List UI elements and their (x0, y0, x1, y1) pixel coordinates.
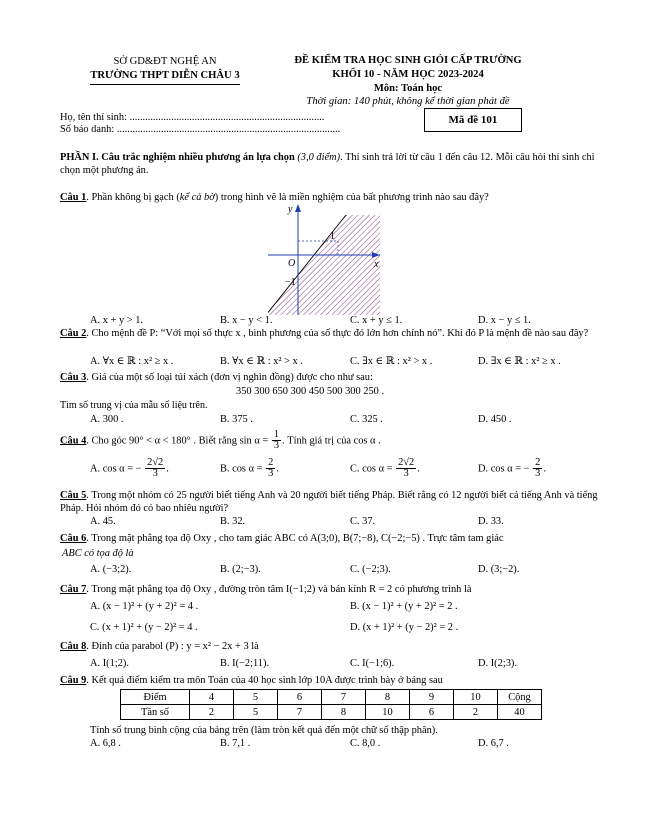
q4a-den: 3 (152, 468, 158, 480)
q9-option-d[interactable]: D. 6,7 . (478, 738, 509, 749)
table-cell: Điểm (121, 690, 190, 705)
q1-label: Câu 1 (60, 192, 87, 203)
q7-option-a[interactable]: A. (x − 1)² + (y + 2)² = 4 . (90, 601, 199, 612)
part1-instructions: . Thí sinh trả lời từ câu 1 đến câu 12. Mỗi câu hỏi thí sinh chỉ chọn một phương án. (60, 152, 595, 176)
table-cell: 9 (410, 690, 454, 705)
exam-code: Mã đề 101 (424, 108, 522, 132)
table-cell: 2 (454, 705, 498, 720)
q4a-frac (145, 458, 165, 480)
q6-text-2: ABC có tọa độ là (62, 548, 134, 559)
q4-fraction (272, 430, 281, 452)
q4a-pre: A. cos α = − (90, 463, 142, 475)
q9-label: Câu 9 (60, 675, 87, 686)
q1-text-2: ) trong hình vẽ là miền nghiệm của bất phương trình nào sau đây? (214, 192, 489, 203)
q4b-post: . (276, 463, 279, 475)
q4a-num: 2√2 (147, 457, 164, 468)
q3-option-d[interactable]: D. 450 . (478, 414, 512, 425)
q1-text: . Phần không bị gạch ( (86, 192, 180, 203)
q5-label: Câu 5 (60, 490, 87, 501)
dept-name: SỞ GD&ĐT NGHỆ AN (113, 56, 217, 67)
table-cell: 6 (410, 705, 454, 720)
q3-option-b[interactable]: B. 375 . (220, 414, 253, 425)
id-line: Số báo danh: ...................................................................................... (60, 124, 341, 135)
table-cell: Cộng (498, 690, 542, 705)
q5-option-b[interactable]: B. 32. (220, 516, 246, 527)
q4b-pre: B. cos α = (220, 463, 263, 475)
q5-option-c[interactable]: C. 37. (350, 516, 376, 527)
q8-text: . Đỉnh của parabol (P) : y = x² − 2x + 3 là (86, 641, 259, 652)
q8-option-a[interactable]: A. I(1;2). (90, 658, 129, 669)
q2-option-c[interactable]: C. ∃x ∈ ℝ : x² > x . (350, 356, 433, 367)
q5-text: . Trong một nhóm có 25 người biết tiếng Anh và 20 người biết tiếng Pháp. Biết rằng có 12 người biết cả tiếng Anh và tiếng Pháp. Hỏi nhóm đó có bao nhiêu người? (60, 490, 598, 514)
q7-option-c[interactable]: C. (x + 1)² + (y − 2)² = 4 . (90, 622, 198, 633)
q6-label: Câu 6 (60, 533, 87, 544)
question-2 (60, 327, 600, 340)
q6-option-c[interactable]: C. (−2;3). (350, 564, 391, 575)
exam-title: ĐỀ KIỂM TRA HỌC SINH GIỎI CẤP TRƯỜNG (294, 55, 522, 66)
table-cell: 6 (278, 690, 322, 705)
table-cell: 40 (498, 705, 542, 720)
q9-option-b[interactable]: B. 7,1 . (220, 738, 251, 749)
q4b-den: 3 (268, 468, 274, 480)
table-cell: 7 (322, 690, 366, 705)
table-cell: 4 (190, 690, 234, 705)
frequency-row (121, 705, 542, 720)
q7-option-d[interactable]: D. (x + 1)² + (y − 2)² = 2 . (350, 622, 459, 633)
q4d-frac (533, 458, 542, 480)
question-8 (60, 640, 259, 653)
q6-text: . Trong mặt phẳng tọa độ Oxy , cho tam giác ABC có A(3;0), B(7;−8), C(−2;−5) . Trực tâm tam giác (86, 533, 504, 544)
q4c-frac (396, 458, 416, 480)
origin-label: O (288, 258, 296, 269)
q1-text-italic: kể cả bờ (179, 192, 215, 203)
table-cell: 8 (322, 705, 366, 720)
grade-year: KHỐI 10 - NĂM HỌC 2023-2024 (332, 68, 484, 80)
question-4 (60, 430, 381, 452)
score-row (121, 690, 542, 705)
q2-label: Câu 2 (60, 328, 87, 339)
q1-option-b[interactable]: B. x − y < 1. (220, 315, 273, 326)
q4c-num: 2√2 (398, 457, 415, 468)
table-cell: 10 (454, 690, 498, 705)
q4a-post: . (166, 463, 169, 475)
q4d-num: 2 (535, 457, 541, 468)
q4-text-a: . Cho góc 90° < α < 180° . Biết rằng sin α = (86, 435, 269, 447)
q5-option-a[interactable]: A. 45. (90, 516, 116, 527)
q4d-den: 3 (535, 468, 541, 480)
q9-option-a[interactable]: A. 6,8 . (90, 738, 121, 749)
q3-data: 350 300 650 300 450 500 300 250 . (236, 386, 385, 397)
tick-one: 1 (330, 231, 335, 242)
question-6 (60, 532, 503, 545)
q2-option-a[interactable]: A. ∀x ∈ ℝ : x² ≥ x . (90, 356, 174, 367)
q7-option-b[interactable]: B. (x − 1)² + (y + 2)² = 2 . (350, 601, 458, 612)
name-line: Họ, tên thí sinh: ........................................................................... (60, 112, 325, 123)
q1-option-a[interactable]: A. x + y > 1. (90, 315, 143, 326)
q8-option-c[interactable]: C. I(−1;6). (350, 658, 395, 669)
table-cell: Tần số (121, 705, 190, 720)
q4-frac-num: 1 (273, 429, 280, 440)
q1-option-d[interactable]: D. x − y ≤ 1. (478, 315, 531, 326)
x-label: x (374, 259, 379, 270)
tick-neg-one: −1 (285, 277, 296, 288)
part1-heading (60, 151, 600, 177)
q4-text-b: . Tính giá trị của cos α . (282, 435, 381, 447)
y-arrow (295, 204, 301, 212)
q1-option-c[interactable]: C. x + y ≤ 1. (350, 315, 403, 326)
q4-option-b[interactable] (220, 458, 279, 480)
table-cell: 5 (234, 690, 278, 705)
part1-points: (3,0 điểm) (297, 152, 341, 163)
q4c-den: 3 (403, 468, 409, 480)
q4c-pre: C. cos α = (350, 463, 393, 475)
q7-label: Câu 7 (60, 584, 87, 595)
hatched-region (268, 215, 380, 315)
q4c-post: . (417, 463, 420, 475)
question-9 (60, 674, 443, 687)
q8-label: Câu 8 (60, 641, 87, 652)
q4b-frac (266, 458, 275, 480)
y-label: y (288, 204, 293, 215)
q9-text: . Kết quả điểm kiểm tra môn Toán của 40 học sinh lớp 10A được trình bày ở bảng sau (86, 675, 443, 686)
school-name: TRƯỜNG THPT DIỄN CHÂU 3 (90, 69, 239, 85)
q4-option-d[interactable] (478, 458, 546, 480)
q3-label: Câu 3 (60, 372, 87, 383)
q4b-num: 2 (268, 457, 274, 468)
q1-graph (268, 203, 398, 315)
q2-text: . Cho mệnh đề P: “Với mọi số thực x , bình phương của số thực đó lớn hơn chính nó”. Khi đó P là mệnh đề nào sau đây? (86, 328, 589, 339)
q5-option-d[interactable]: D. 33. (478, 516, 504, 527)
q6-option-a[interactable]: A. (−3;2). (90, 564, 132, 575)
header-right (258, 54, 558, 109)
table-cell: 10 (366, 705, 410, 720)
subject: Môn: Toán học (373, 82, 443, 94)
q2-option-d[interactable]: D. ∃x ∈ ℝ : x² ≥ x . (478, 356, 561, 367)
q8-option-d[interactable]: D. I(2;3). (478, 658, 517, 669)
question-3 (60, 371, 600, 384)
q3-option-a[interactable]: A. 300 . (90, 414, 124, 425)
q9-ask: Tính số trung bình cộng của bảng trên (làm tròn kết quả đến một chữ số thập phân). (90, 725, 438, 736)
q4d-post: . (543, 463, 546, 475)
q3-option-c[interactable]: C. 325 . (350, 414, 383, 425)
q6-option-b[interactable]: B. (2;−3). (220, 564, 261, 575)
q7-text: . Trong mặt phẳng tọa độ Oxy , đường tròn tâm I(−1;2) và bán kính R = 2 có phương trình là (86, 584, 472, 595)
q4-option-a[interactable] (90, 458, 169, 480)
table-cell: 5 (234, 705, 278, 720)
q4d-pre: D. cos α = − (478, 463, 530, 475)
q2-option-b[interactable]: B. ∀x ∈ ℝ : x² > x . (220, 356, 303, 367)
q4-label: Câu 4 (60, 435, 87, 447)
part1-title: PHẦN I. Câu trắc nghiệm nhiều phương án lựa chọn (60, 152, 295, 163)
score-table (120, 689, 542, 720)
exam-time: Thời gian: 140 phút, không kể thời gian phát đề (306, 96, 510, 108)
q9-option-c[interactable]: C. 8,0 . (350, 738, 381, 749)
question-5 (60, 489, 600, 515)
table-cell: 8 (366, 690, 410, 705)
q3-ask: Tìm số trung vị của mẫu số liệu trên. (60, 400, 208, 411)
q4-option-c[interactable] (350, 458, 420, 480)
q4-frac-den: 3 (273, 440, 280, 452)
question-7 (60, 583, 471, 596)
table-cell: 2 (190, 705, 234, 720)
q8-option-b[interactable]: B. I(−2;11). (220, 658, 270, 669)
header-left (60, 55, 270, 85)
q6-option-d[interactable]: D. (3;−2). (478, 564, 520, 575)
table-cell: 7 (278, 705, 322, 720)
q3-text: . Giá của một số loại túi xách (đơn vị nghìn đồng) được cho như sau: (86, 372, 373, 383)
